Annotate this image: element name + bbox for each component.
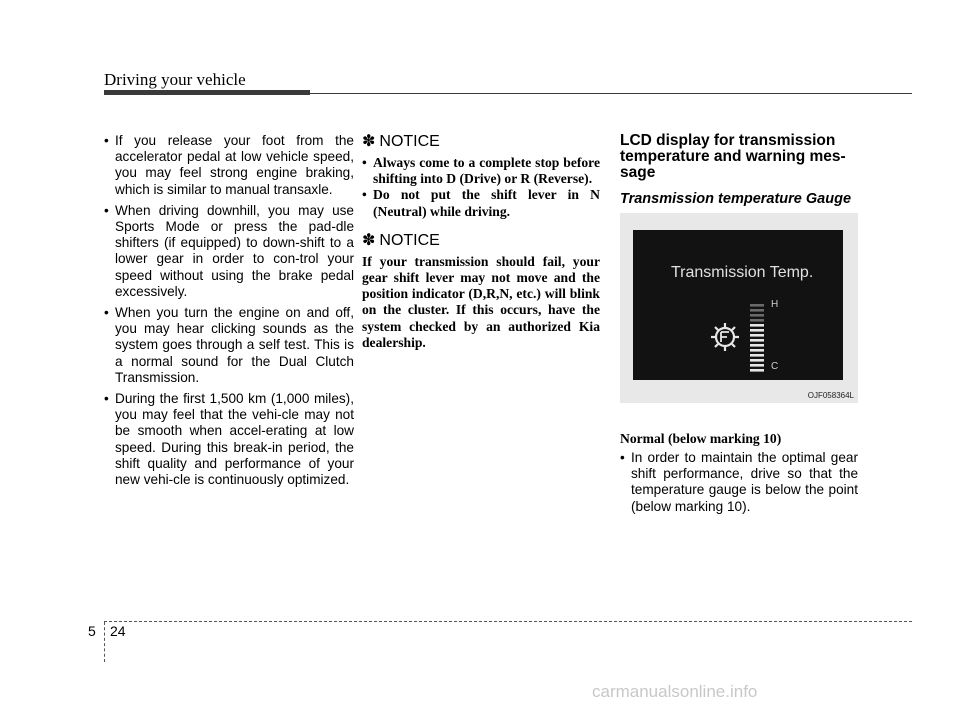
transmission-temperature-gear-icon: [708, 320, 742, 354]
header-rule: [310, 93, 912, 94]
gauge-low-label: C: [771, 361, 779, 372]
notice-1-title: NOTICE: [379, 133, 440, 150]
column-2: [362, 133, 600, 351]
footer-section-number: 5: [88, 623, 96, 639]
header-bar: [104, 90, 310, 95]
gauge-high-label: H: [771, 299, 779, 310]
bullet-item: • During the first 1,500 km (1,000 miles), you may feel that the vehi-cle may not be smooth when accel-erating at low speed. During this break-in period, the shift quality and performance of your new vehi-cle is continuously optimized.: [104, 391, 354, 488]
notice-2-body: If your transmission should fail, your gear shift lever may not move and the position indicator (D,R,N, etc.) will blink on the cluster. If this occurs, have the system checked by an authorized Kia dealership.: [362, 253, 600, 350]
lcd-screen: [633, 230, 843, 380]
bullet-item: • When driving downhill, you may use Sports Mode or press the pad-dle shifters (if equipped) to down-shift to a lower gear in order to con-trol your speed without using the brake pedal excessively.: [104, 203, 354, 300]
column-3-bullet-list: [620, 450, 858, 515]
footer-page-number: 24: [110, 623, 126, 639]
column-1-bullet-list: [104, 133, 354, 488]
notice-symbol-icon: ✽: [362, 231, 376, 249]
temperature-gauge: [749, 303, 765, 373]
notice-bullet-item: • Do not put the shift lever in N (Neutral) while driving.: [362, 187, 600, 219]
notice-1-bullet-list: [362, 155, 600, 220]
column-3: [620, 133, 858, 520]
section-title: LCD display for transmission temperature and warning mes-sage: [620, 132, 846, 181]
figure-code: OJF058364L: [807, 391, 854, 400]
transmission-temp-figure: [620, 213, 858, 403]
notice-2-title: NOTICE: [379, 231, 440, 249]
bullet-item: • In order to maintain the optimal gear shift performance, drive so that the temperature gauge is below the point (below marking 10).: [620, 450, 858, 515]
notice-symbol-icon: ✽: [362, 133, 376, 150]
bullet-item: • If you release your foot from the accelerator pedal at low vehicle speed, you may feel strong engine braking, which is similar to manual transaxle.: [104, 133, 354, 198]
bullet-item: • When you turn the engine on and off, you may hear clicking sounds as the system goes through a self test. This is a normal sound for the Dual Clutch Transmission.: [104, 305, 354, 386]
notice-bullet-item: • Always come to a complete stop before shifting into D (Drive) or R (Reverse).: [362, 155, 600, 187]
watermark: carmanualsonline.info: [592, 682, 758, 701]
notice-1-heading: [362, 133, 600, 151]
notice-2-heading: [362, 232, 600, 250]
column-1: [104, 133, 354, 493]
sub-title: Transmission temperature Gauge: [620, 191, 852, 207]
footer-divider: [104, 622, 105, 662]
normal-label: Normal (below marking 10): [620, 431, 782, 446]
page-header-title: Driving your vehicle: [104, 70, 246, 89]
lcd-screen-title: Transmission Temp.: [671, 264, 814, 281]
footer-rule: [104, 621, 912, 622]
